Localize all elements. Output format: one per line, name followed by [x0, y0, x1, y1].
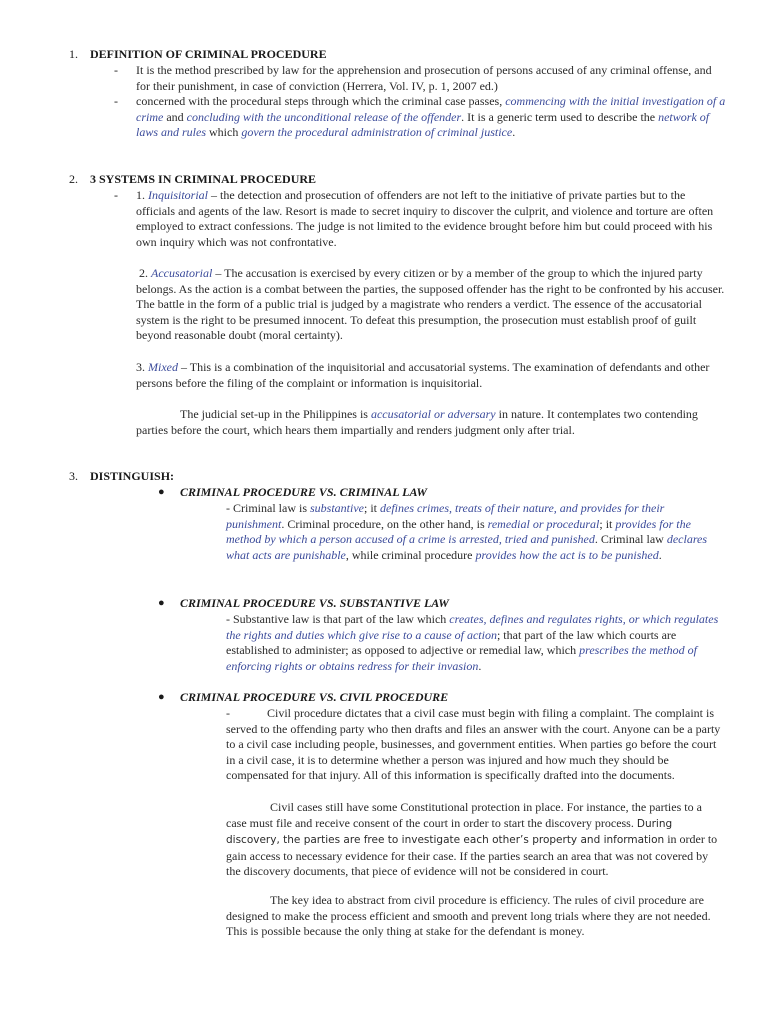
dash-marker: - [114, 94, 118, 108]
section-1-number: 1. [69, 47, 78, 61]
dash-marker: - [114, 63, 118, 77]
procedural-steps-paragraph [136, 94, 726, 141]
text-run: . Criminal procedure, on the other hand, is [281, 516, 488, 531]
civil-procedure-paragraph-2 [226, 800, 724, 880]
text-run: . Criminal law [594, 532, 667, 547]
text-run: – This is a combination of the inquisitorial and accusatorial systems. The examination of defendants and other persons before the filing of the complaint or information is inquisitorial. [136, 360, 710, 390]
text-run: and [163, 109, 187, 124]
philippines-paragraph [136, 407, 726, 438]
substantive-law-paragraph [226, 612, 724, 674]
mixed-paragraph [136, 360, 726, 391]
subheading-substantive-law: CRIMINAL PROCEDURE VS. SUBSTANTIVE LAW [180, 596, 449, 610]
text-run: 2. [139, 266, 151, 280]
emphasis-run: remedial or procedural [487, 516, 600, 531]
emphasis-run: govern the procedural administration of criminal justice [241, 125, 513, 140]
accusatorial-paragraph [136, 266, 726, 344]
text-run: - Criminal law is [226, 501, 310, 515]
text-run: 3. [136, 360, 148, 374]
text-run: During discovery, the parties are free to investigate each other’s property and information [226, 817, 673, 847]
dash-marker: - [114, 188, 118, 202]
text-run: which [206, 125, 242, 140]
section-3-heading: DISTINGUISH: [90, 469, 175, 483]
text-run: – the detection and prosecution of offenders are not left to the initiative of private parties but to the officials and agents of the law. Resort is made to secret inquiry to discover the culprit, and violence and torture are often employed to extract confessions. The judge is not limited to the evidence brought before him but could proceed with his own inquiry which was not confrontative. [136, 188, 714, 249]
emphasis-run: prescribes the method of enforcing rights or obtains redress for their invasion [226, 643, 697, 673]
section-2-heading: 3 SYSTEMS IN CRIMINAL PROCEDURE [90, 172, 317, 186]
term-accusatorial: Accusatorial [151, 266, 213, 280]
bullet-icon: ● [158, 486, 165, 498]
emphasis-run: provides how the act is to be punished [475, 547, 659, 562]
text-run: The judicial set-up in the Philippines is [180, 407, 371, 421]
text-run: – The accusation is exercised by every citizen or by a member of the group to which the injured party belongs. As the action is a combat between the parties, the supposed offender has the right to be confronted by his accuser. The battle in the form of a public trial is judged by a magistrate who renders a verdict. The essence of the accusatorial system is the right to be presumed innocent. To defeat this presumption, the prosecution must establish proof of guilt beyond reasonable doubt (moral certainty). [136, 266, 725, 343]
text-run: . [512, 125, 516, 140]
criminal-law-paragraph [226, 501, 724, 563]
emphasis-run: concluding with the unconditional release of the offender [186, 109, 462, 124]
text-run: concerned with the procedural steps through which the criminal case passes, [136, 94, 506, 108]
dash-marker: - [226, 706, 230, 720]
emphasis-run: accusatorial or adversary [370, 407, 496, 421]
text-run: 1. [136, 188, 148, 202]
section-1-heading: DEFINITION OF CRIMINAL PROCEDURE [90, 47, 327, 61]
text-run: . [658, 547, 662, 562]
emphasis-run: declares what acts are punishable [226, 532, 708, 562]
text-run: ; that part of the law which courts are established to administer; as opposed to adjective or remedial law, which [226, 627, 677, 658]
text-run: ; it [364, 501, 381, 515]
text-run: in order to gain access to necessary evidence for their case. If the parties search an area that was not covered by the discovery documents, that piece of evidence will not be considered in court. [226, 832, 718, 879]
civil-procedure-paragraph-1 [226, 706, 724, 784]
text-run: in nature. It contemplates two contending parties before the court, which hears them impartially and renders judgment only after trial. [136, 407, 698, 437]
term-inquisitorial: Inquisitorial [148, 188, 209, 202]
text-run: ; it [599, 516, 616, 531]
text-run: . [478, 658, 482, 673]
text-run: , while criminal procedure [345, 547, 476, 562]
definition-paragraph [136, 63, 726, 94]
text-run: The key idea to abstract from civil procedure is efficiency. The rules of civil procedure are designed to make the process efficient and smooth and prevent long trials where they are not needed. This is possible because the only thing at stake for the defendant is money. [226, 893, 711, 939]
term-mixed: Mixed [148, 360, 178, 374]
emphasis-run: network of laws and rules [136, 109, 710, 140]
subheading-civil-procedure: CRIMINAL PROCEDURE VS. CIVIL PROCEDURE [180, 690, 449, 704]
section-2-number: 2. [69, 172, 78, 186]
text-run: Civil procedure dictates that a civil case must begin with filing a complaint. The complaint is served to the offending party who then drafts and files an answer with the court. Anyone can be a party to a civil case including people, businesses, and government entities. When parties go before the court in a civil case, it is to determine whether a person was injured and how much they should be compensated for that injury. All of this information is specifically drafted into the documents. [226, 706, 721, 783]
emphasis-run: creates, defines and regulates rights, or which regulates the rights and duties which give rise to a cause of action [226, 612, 719, 642]
section-3-number: 3. [69, 469, 78, 483]
bullet-icon: ● [158, 597, 165, 609]
text-run: . It is a generic term used to describe the [461, 109, 659, 124]
emphasis-run: substantive [310, 501, 364, 515]
text-run: Civil cases still have some Constitutional protection in place. For instance, the parties to a case must file and receive consent of the court in order to start the discovery process. [226, 800, 702, 830]
subheading-criminal-law: CRIMINAL PROCEDURE VS. CRIMINAL LAW [180, 485, 428, 499]
definition-text: It is the method prescribed by law for the apprehension and prosecution of persons accused of any criminal offense, and for their punishment, in case of conviction (Herrera, Vol. IV, p. 1, 2007 ed.) [136, 63, 712, 93]
emphasis-run: commencing with the initial investigation of a crime [136, 94, 726, 124]
text-run: - Substantive law is that part of the law which [226, 612, 450, 626]
inquisitorial-paragraph [136, 188, 726, 250]
emphasis-run: provides for the method by which a person accused of a crime is arrested, tried and punished [226, 516, 691, 547]
emphasis-run: defines crimes, treats of their nature, and provides for their punishment [226, 501, 665, 531]
bullet-icon: ● [158, 691, 165, 703]
civil-procedure-paragraph-3 [226, 893, 724, 940]
